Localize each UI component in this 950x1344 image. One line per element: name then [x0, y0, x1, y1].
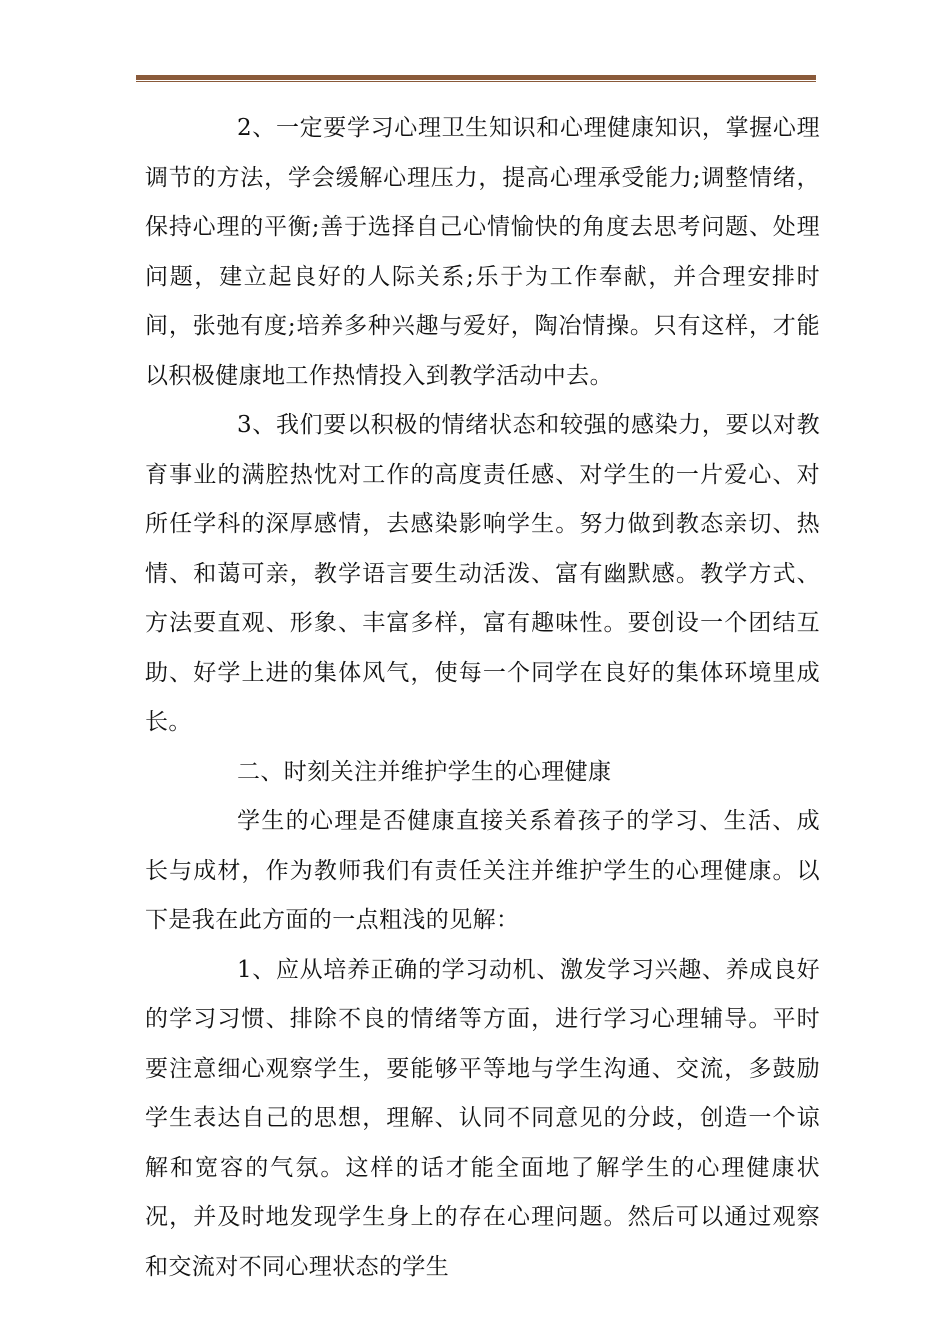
- header-rule-thin: [136, 81, 816, 82]
- paragraph-item-2: 2、一定要学习心理卫生知识和心理健康知识，掌握心理调节的方法，学会缓解心理压力，提高心理承受能力;调整情绪，保持心理的平衡;善于选择自己心情愉快的角度去思考问题、处理问题，建立起良好的人际关系;乐于为工作奉献，并合理安排时间，张弛有度;培养多种兴趣与爱好，陶冶情操。只有这样，才能以积极健康地工作热情投入到教学活动中去。: [145, 115, 820, 389]
- header-rule: [136, 75, 816, 80]
- section-intro-paragraph: 学生的心理是否健康直接关系着孩子的学习、生活、成长与成材，作为教师我们有责任关注并维护学生的心理健康。以下是我在此方面的一点粗浅的见解：: [145, 808, 820, 933]
- section-heading: 二、时刻关注并维护学生的心理健康: [237, 758, 612, 785]
- paragraph-item-3: 3、我们要以积极的情绪状态和较强的感染力，要以对教育事业的满腔热忱对工作的高度责任感、对学生的一片爱心、对所任学科的深厚感情，去感染影响学生。努力做到教态亲切、热情、和蔼可亲，教学语言要生动活泼、富有幽默感。教学方式、方法要直观、形象、丰富多样，富有趣味性。要创设一个团结互助、好学上进的集体风气，使每一个同学在良好的集体环境里成长。: [145, 412, 820, 735]
- body-text: [145, 104, 820, 1292]
- paragraph-item-1: 1、应从培养正确的学习动机、激发学习兴趣、养成良好的学习习惯、排除不良的情绪等方面，进行学习心理辅导。平时要注意细心观察学生，要能够平等地与学生沟通、交流，多鼓励学生表达自己的思想，理解、认同不同意见的分歧，创造一个谅解和宽容的气氛。这样的话才能全面地了解学生的心理健康状况，并及时地发现学生身上的存在心理问题。然后可以通过观察和交流对不同心理状态的学生: [145, 956, 820, 1280]
